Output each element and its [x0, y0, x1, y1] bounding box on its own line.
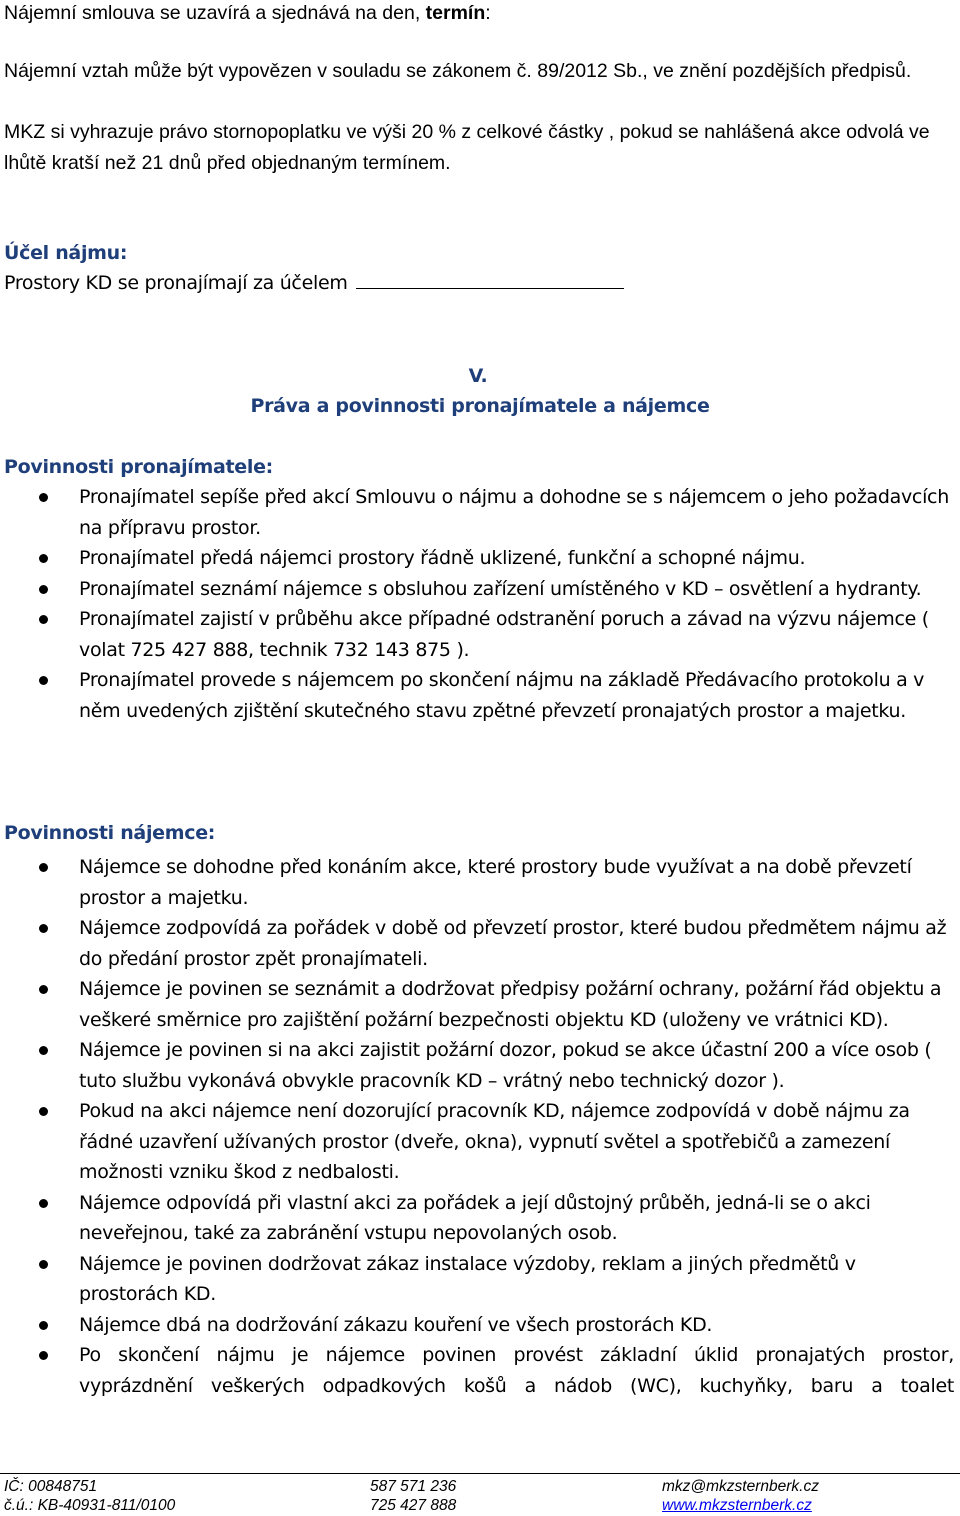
- list-item: [0, 974, 960, 1035]
- najemce-list: [0, 852, 960, 1401]
- list-item: [0, 852, 960, 913]
- list-item: [0, 1035, 960, 1096]
- bullet-icon: [39, 676, 48, 685]
- najemce-heading: Povinnosti nájemce:: [4, 822, 216, 844]
- list-item-text: Pronajímatel seznámí nájemce s obsluhou zařízení umístěného v KD – osvětlení a hydranty.: [79, 577, 922, 600]
- bullet-icon: [39, 1260, 48, 1269]
- termin-bold: termín: [425, 2, 486, 24]
- section-number: [0, 361, 960, 392]
- list-item-text: Nájemce dbá na dodržování zákazu kouření ve všech prostorách KD.: [79, 1313, 713, 1336]
- list-item-text: Nájemce odpovídá při vlastní akci za pořádek a její důstojný průběh, jedná-li se o akci neveřejnou, také za zabránění vstupu nepovolaných osob.: [79, 1191, 871, 1244]
- ucel-heading: Účel nájmu:: [4, 242, 128, 264]
- bullet-icon: [39, 585, 48, 594]
- footer-ic: IČ: 00848751: [4, 1478, 98, 1495]
- footer-divider: [0, 1473, 960, 1474]
- list-item: [0, 1310, 960, 1341]
- bullet-icon: [39, 1351, 48, 1360]
- bullet-icon: [39, 1199, 48, 1208]
- list-item: [0, 1096, 960, 1188]
- pronajimatel-heading: Povinnosti pronajímatele:: [4, 456, 273, 478]
- list-item: [0, 913, 960, 974]
- list-item-text: Pronajímatel sepíše před akcí Smlouvu o nájmu a dohodne se s nájemcem o jeho požadavcích na přípravu prostor.: [79, 486, 949, 539]
- ucel-blank-field: [356, 268, 624, 289]
- bullet-icon: [39, 985, 48, 994]
- list-item-text: Pronajímatel zajistí v průběhu akce případné odstranění poruch a závad na výzvu nájemce ( volat 725 427 888, technik 732 143 875 ).: [79, 608, 929, 661]
- section-title: Práva a povinnosti pronajímatele a nájemce: [250, 395, 710, 417]
- pronajimatel-list: [0, 482, 960, 726]
- vypoved-paragraph: Nájemní vztah může být vypovězen v souladu se zákonem č. 89/2012 Sb., ve znění pozdějších předpisů.: [4, 60, 912, 82]
- bullet-icon: [39, 554, 48, 563]
- bullet-icon: [39, 615, 48, 624]
- bullet-icon: [39, 924, 48, 933]
- footer-phone-2: 725 427 888: [370, 1497, 457, 1514]
- list-item: [0, 1249, 960, 1310]
- list-item: [0, 604, 960, 665]
- list-item-text: Nájemce zodpovídá za pořádek v době od převzetí prostor, které budou předmětem nájmu až do předání prostor zpět pronajímateli.: [79, 917, 947, 970]
- footer-email[interactable]: mkz@mkzsternberk.cz: [662, 1478, 819, 1495]
- footer-bank-account: č.ú.: KB-40931-811/0100: [4, 1497, 176, 1514]
- list-item: [0, 1188, 960, 1249]
- list-item-text: Po skončení nájmu je nájemce povinen provést základní úklid pronajatých prostor, vyprázdnění veškerých odpadkových košů a nádob (WC), kuchyňky, baru a toalet: [79, 1344, 954, 1397]
- bullet-icon: [39, 863, 48, 872]
- list-item-text: Nájemce se dohodne před konáním akce, které prostory bude využívat a na době převzetí prostor a majetku.: [79, 856, 912, 909]
- bullet-icon: [39, 1107, 48, 1116]
- list-item: [0, 1340, 960, 1401]
- list-item-text: Nájemce je povinen se seznámit a dodržovat předpisy požární ochrany, požární řád objektu a veškeré směrnice pro zajištění požární bezpečnosti objektu KD (uloženy ve vrátnici KD).: [79, 978, 942, 1031]
- termin-colon: :: [485, 2, 491, 24]
- list-item: [0, 665, 960, 726]
- list-item: [0, 482, 960, 543]
- footer-web-link[interactable]: www.mkzsternberk.cz: [662, 1497, 812, 1514]
- list-item-text: Pokud na akci nájemce není dozorující pracovník KD, nájemce zodpovídá v době nájmu za řádné uzavření užívaných prostor (dveře, okna), vypnutí světel a spotřebičů a zamezení možnosti vzniku škod z nedbalosti.: [79, 1100, 910, 1183]
- list-item-text: Pronajímatel provede s nájemcem po skončení nájmu na základě Předávacího protokolu a v něm uvedených zjištění skutečného stavu zpětné převzetí pronajatých prostor a majetku.: [79, 669, 925, 722]
- termin-line: [4, 0, 491, 29]
- list-item-text: Nájemce je povinen dodržovat zákaz instalace výzdoby, reklam a jiných předmětů v prostorách KD.: [79, 1252, 856, 1305]
- termin-label: Nájemní smlouva se uzavírá a sjednává na den,: [4, 2, 426, 24]
- list-item-text: Pronajímatel předá nájemci prostory řádně uklizené, funkční a schopné nájmu.: [79, 547, 806, 569]
- list-item: [0, 543, 960, 574]
- list-item-text: Nájemce je povinen si na akci zajistit požární dozor, pokud se akce účastní 200 a více osob ( tuto službu vykonává obvykle pracovník KD – vrátný nebo technický dozor ).: [79, 1039, 932, 1092]
- ucel-line: [4, 268, 624, 299]
- bullet-icon: [39, 1321, 48, 1330]
- footer-phone-1: 587 571 236: [370, 1478, 457, 1495]
- bullet-icon: [39, 1046, 48, 1055]
- ucel-text: Prostory KD se pronajímají za účelem: [4, 272, 348, 294]
- list-item: [0, 574, 960, 605]
- storno-paragraph: MKZ si vyhrazuje právo stornopoplatku ve výši 20 % z celkové částky , pokud se nahlášená akce odvolá ve lhůtě kratší než 21 dnů před objednaným termínem.: [4, 121, 930, 174]
- bullet-icon: [39, 493, 48, 502]
- section-number-text: V.: [468, 365, 488, 387]
